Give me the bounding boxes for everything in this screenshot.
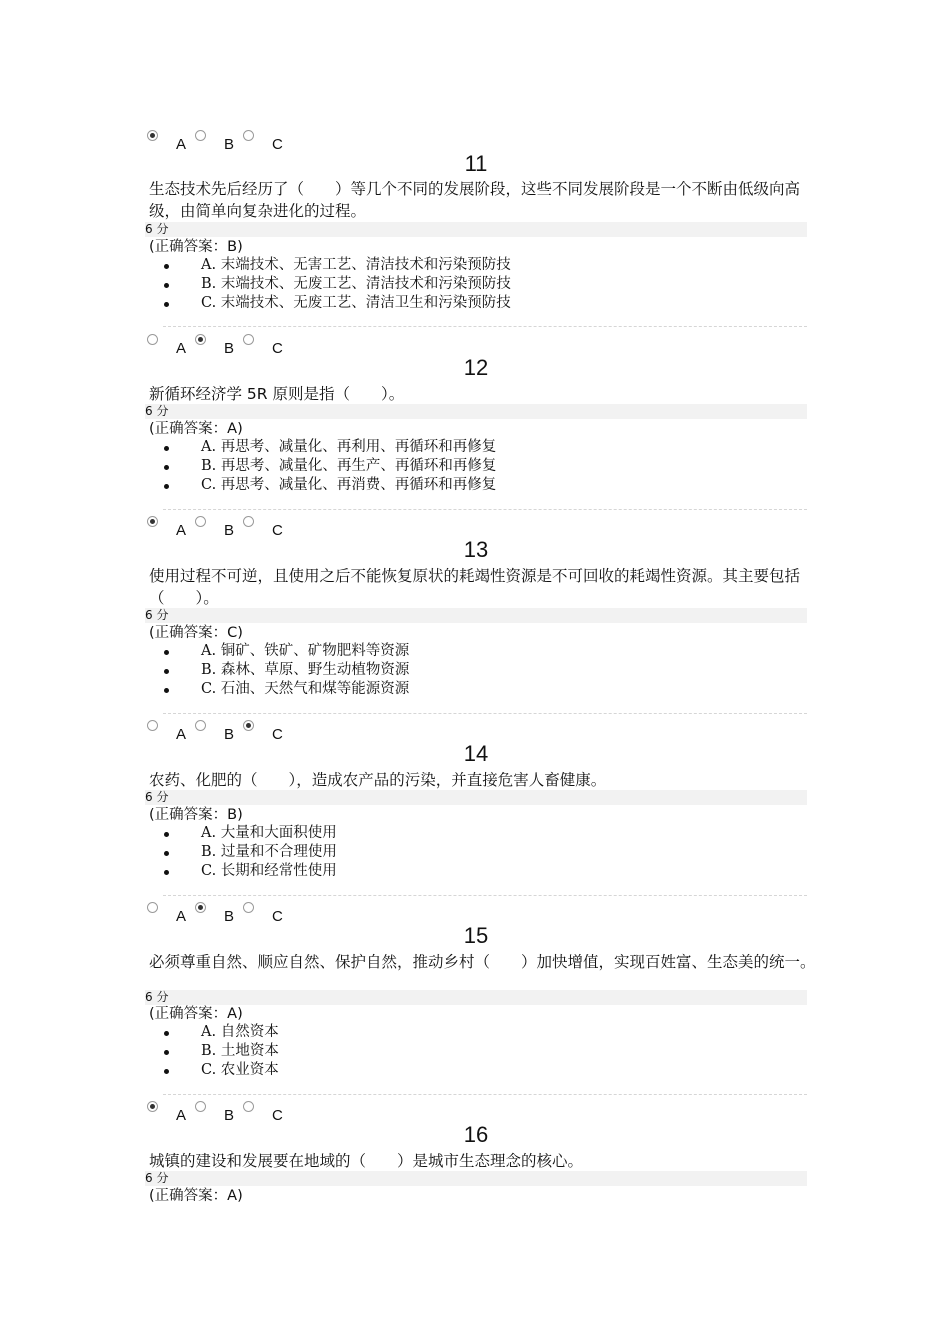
option-item: A. 大量和大面积使用 — [145, 824, 337, 843]
divider — [163, 326, 807, 327]
radio-label-b: B — [224, 1107, 235, 1124]
correct-answer: (正确答案：A) — [149, 421, 243, 437]
radio-b[interactable] — [195, 1101, 206, 1112]
option-item: A. 末端技术、无害工艺、清洁技术和污染预防技 — [145, 256, 511, 275]
question-number: 12 — [463, 355, 489, 380]
radio-label-b: B — [224, 340, 235, 357]
option-item: C. 再思考、减量化、再消费、再循环和再修复 — [145, 476, 496, 495]
question-text: 新循环经济学 5R 原则是指（ ）。 — [149, 385, 405, 403]
option-item: A. 再思考、减量化、再利用、再循环和再修复 — [145, 438, 496, 457]
radio-label-c: C — [272, 340, 283, 357]
question-number: 11 — [464, 151, 488, 176]
options-list — [145, 642, 409, 699]
options-list — [145, 1023, 279, 1080]
option-item: B. 森林、草原、野生动植物资源 — [145, 661, 409, 680]
question-score: 6 分 — [145, 222, 807, 237]
option-item: B. 末端技术、无废工艺、清洁技术和污染预防技 — [145, 275, 511, 294]
question-score: 6 分 — [145, 404, 807, 419]
question-number: 16 — [463, 1122, 489, 1147]
option-item: C. 长期和经常性使用 — [145, 862, 337, 881]
radio-a[interactable] — [147, 1101, 158, 1112]
radio-label-a: A — [176, 1107, 187, 1124]
option-item: C. 农业资本 — [145, 1061, 279, 1080]
option-item: C. 末端技术、无废工艺、清洁卫生和污染预防技 — [145, 294, 511, 313]
radio-label-a: A — [176, 136, 187, 153]
question-text: 生态技术先后经历了（ ）等几个不同的发展阶段，这些不同发展阶段是一个不断由低级向高级，由简单向复杂进化的过程。 — [149, 180, 801, 220]
answer-radio-group — [145, 720, 445, 742]
radio-c[interactable] — [243, 130, 254, 141]
question-score: 6 分 — [145, 608, 807, 623]
radio-label-b: B — [224, 726, 235, 743]
divider — [163, 1094, 807, 1095]
answer-radio-group — [145, 902, 445, 924]
radio-label-c: C — [272, 1107, 283, 1124]
option-item: A. 自然资本 — [145, 1023, 279, 1042]
radio-label-c: C — [272, 522, 283, 539]
radio-c[interactable] — [243, 1101, 254, 1112]
option-item: A. 铜矿、铁矿、矿物肥料等资源 — [145, 642, 409, 661]
option-item: B. 再思考、减量化、再生产、再循环和再修复 — [145, 457, 496, 476]
option-item: B. 土地资本 — [145, 1042, 279, 1061]
question-score: 6 分 — [145, 1171, 807, 1186]
radio-a[interactable] — [147, 720, 158, 731]
question-number: 13 — [463, 537, 489, 562]
radio-a[interactable] — [147, 130, 158, 141]
radio-b[interactable] — [195, 720, 206, 731]
radio-a[interactable] — [147, 516, 158, 527]
question-text: 农药、化肥的（ ），造成农产品的污染，并直接危害人畜健康。 — [149, 771, 607, 789]
question-number: 15 — [463, 923, 489, 948]
radio-b[interactable] — [195, 130, 206, 141]
option-item: B. 过量和不合理使用 — [145, 843, 337, 862]
question-text: 城镇的建设和发展要在地域的（ ）是城市生态理念的核心。 — [149, 1152, 584, 1170]
question-text: 使用过程不可逆，且使用之后不能恢复原状的耗竭性资源是不可回收的耗竭性资源。其主要包括（ ）。 — [149, 567, 801, 607]
correct-answer: (正确答案：B) — [149, 239, 243, 255]
answer-radio-group — [145, 516, 445, 538]
radio-label-c: C — [272, 726, 283, 743]
answer-radio-group — [145, 1101, 445, 1123]
radio-label-a: A — [176, 908, 187, 925]
radio-b[interactable] — [195, 516, 206, 527]
correct-answer: (正确答案：A) — [149, 1188, 243, 1204]
answer-radio-group — [145, 334, 445, 356]
radio-b[interactable] — [195, 902, 206, 913]
radio-c[interactable] — [243, 720, 254, 731]
radio-c[interactable] — [243, 516, 254, 527]
question-text: 必须尊重自然、顺应自然、保护自然，推动乡村（ ）加快增值，实现百姓富、生态美的统一。 — [149, 953, 816, 971]
divider — [163, 895, 807, 896]
radio-c[interactable] — [243, 334, 254, 345]
radio-c[interactable] — [243, 902, 254, 913]
question-score: 6 分 — [145, 990, 807, 1005]
radio-label-a: A — [176, 726, 187, 743]
radio-label-b: B — [224, 136, 235, 153]
radio-b[interactable] — [195, 334, 206, 345]
radio-label-c: C — [272, 136, 283, 153]
options-list — [145, 824, 337, 881]
radio-a[interactable] — [147, 334, 158, 345]
options-list — [145, 256, 511, 313]
divider — [163, 713, 807, 714]
question-score: 6 分 — [145, 790, 807, 805]
correct-answer: (正确答案：C) — [149, 625, 243, 641]
correct-answer: (正确答案：B) — [149, 807, 243, 823]
radio-label-a: A — [176, 522, 187, 539]
correct-answer: (正确答案：A) — [149, 1006, 243, 1022]
question-number: 14 — [463, 741, 489, 766]
radio-label-b: B — [224, 522, 235, 539]
divider — [163, 509, 807, 510]
option-item: C. 石油、天然气和煤等能源资源 — [145, 680, 409, 699]
radio-a[interactable] — [147, 902, 158, 913]
options-list — [145, 438, 496, 495]
radio-label-c: C — [272, 908, 283, 925]
radio-label-b: B — [224, 908, 235, 925]
radio-label-a: A — [176, 340, 187, 357]
answer-radio-group — [145, 130, 445, 152]
